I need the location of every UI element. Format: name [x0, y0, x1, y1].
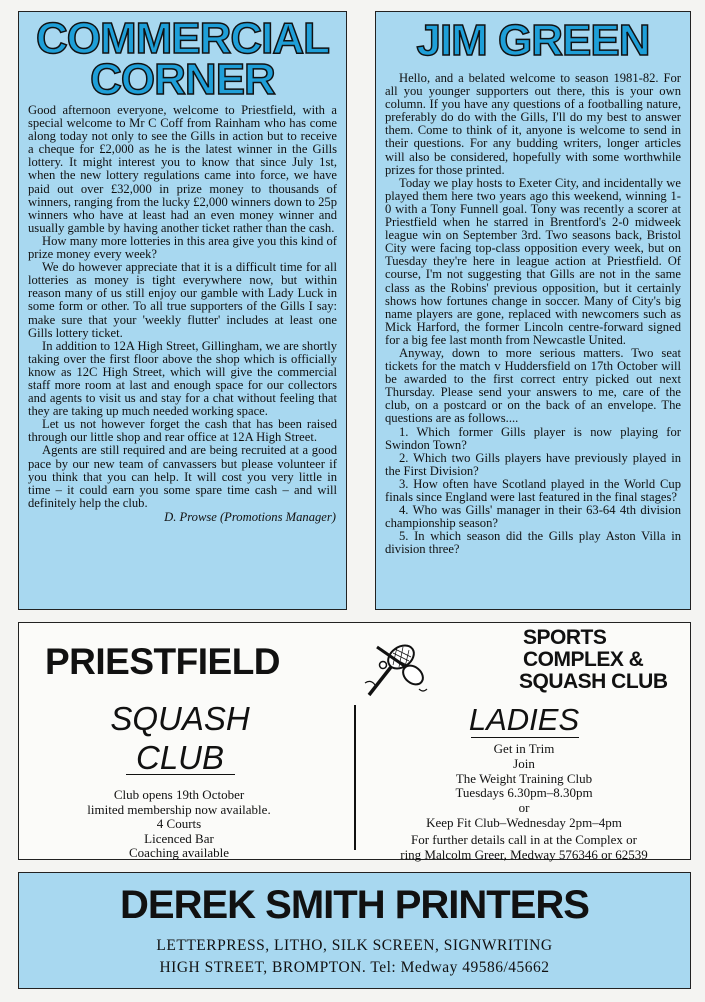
jim-question: 5. In which season did the Gills play Aston Villa in division three?: [385, 529, 681, 557]
priestfield-logo: PRIESTFIELD: [45, 641, 281, 682]
jim-paragraph: Today we play hosts to Exeter City, and incidentally we played them here two years ago this weekend, winning 1-0 with a Tony Funnell goal. Tony was recently a scorer at Priestfield when he starred in Brentford's 2-0 midweek league win on September 3rd. Two seasons back, Bristol City were facing top-class opposition every week, but on Tuesday they're here in league action at Priestfield. Of course, I'm not suggesting that Gills are not in the same class as the Robins' previous opposition, but it certainly shows how fortunes change in soccer. Many of City's big name players are gone, replaced with newcomers such as Mick Harford, the former Lincoln centre-forward signed for a big fee last month from Newcastle United.: [385, 175, 681, 347]
jim-green-title: JIM GREEN: [416, 16, 650, 65]
commercial-paragraph: In addition to 12A High Street, Gillingham, we are shortly taking over the first floor above the shop which is officially know as 12C High Street, which will give the commercial staff more room at last and enough space for our collectors and agents to visit us and stay for a chat without feeling that they are taking up much needed working space.: [28, 338, 337, 419]
complex-contact: [364, 832, 684, 862]
printers-services: LETTERPRESS, LITHO, SILK SCREEN, SIGNWRITING: [156, 937, 553, 954]
squash-heading: SQUASH: [110, 700, 250, 737]
squash-detail-line: 4 Courts: [156, 816, 202, 831]
printers-address: HIGH STREET, BROMPTON. Tel: Medway 49586/45662: [159, 959, 550, 976]
commercial-body: [19, 104, 346, 510]
commercial-paragraph: Agents are still required and are being recruited at a good pace by our new team of canvassers but please volunteer if you think that you can help. It will cost you very little in time – it could earn you some spare time cash – and will definitely help the club.: [28, 443, 337, 510]
commercial-title-line2: CORNER: [90, 55, 275, 104]
squash-details: [29, 788, 329, 861]
squash-detail-line: Licenced Bar: [144, 830, 214, 846]
squash-detail-line: Coaching available: [129, 845, 229, 860]
sports-line: SPORTS: [523, 626, 607, 649]
advert-divider: [354, 705, 356, 850]
jim-question: 2. Which two Gills players have previously played in the First Division?: [385, 450, 681, 478]
complex-line: COMPLEX &: [523, 648, 644, 671]
contact-line: For further details call in at the Complex or: [411, 832, 637, 847]
squashclub-line: SQUASH CLUB: [519, 670, 668, 693]
club-heading: CLUB: [135, 739, 225, 776]
ladies-detail-line: Keep Fit Club–Wednesday 2pm–4pm: [426, 814, 622, 830]
sports-complex-logo: [519, 627, 689, 693]
ladies-detail-line: The Weight Training Club: [455, 770, 593, 786]
commercial-corner-title: [19, 12, 346, 104]
commercial-paragraph: How many more lotteries in this area give you this kind of prize money every week?: [28, 233, 337, 262]
jim-question: 4. Who was Gills' manager in their 63-64 4th division championship season?: [385, 503, 681, 531]
squash-club-advert: [18, 622, 691, 860]
commercial-paragraph: We do however appreciate that it is a difficult time for all lotteries as money is tight everywhere now, but within reason many of us still enjoy our gamble with Lady Luck in some form or other. To all true supporters of the Gills I say: make sure that your 'weekly flutter' includes at least one Gills lottery ticket.: [28, 260, 337, 340]
squash-detail-line: limited membership now available.: [87, 801, 271, 817]
commercial-signature: D. Prowse (Promotions Manager): [164, 509, 336, 524]
ladies-underline: [471, 737, 579, 738]
commercial-corner-panel: [18, 11, 347, 610]
ladies-detail-line: Tuesdays 6.30pm–8.30pm: [455, 785, 593, 801]
squash-rackets-icon: [359, 635, 431, 701]
jim-paragraph: Hello, and a belated welcome to season 1981-82. For all you younger supporters out there, this is your own column. If you have any questions of a footballing nature, preferably do do with the Gills, I'll do my best to answer them. Come to think of it, anyone is welcome to send in their questions. For any budding writers, longer articles will also be considered, hopefully with some worthwhile prizes for those printed.: [385, 71, 681, 177]
jim-green-body: [376, 72, 690, 556]
jim-green-panel: [375, 11, 691, 610]
ladies-detail-line: Join: [513, 755, 535, 771]
squash-detail-line: Club opens 19th October: [113, 787, 245, 802]
jim-paragraph: Anyway, down to more serious matters. Two seat tickets for the match v Huddersfield on 17th October will be awarded to the first correct entry picked out next Thursday. Please send your answers to me, care of the club, on a postcard or on the back of an envelope. The questions are as follows....: [385, 345, 681, 426]
club-underline: [126, 774, 235, 775]
ladies-detail-line: or: [518, 800, 530, 816]
ladies-heading: LADIES: [468, 702, 580, 737]
commercial-title-line1: COMMERCIAL: [35, 14, 330, 63]
printers-advert: [18, 872, 691, 989]
ladies-detail-line: Get in Trim: [493, 741, 555, 756]
jim-question: 3. How often have Scotland played in the World Cup finals since England were last featured in the final stages?: [385, 476, 681, 504]
jim-question: 1. Which former Gills player is now playing for Swindon Town?: [385, 424, 681, 452]
commercial-paragraph: Let us not however forget the cash that has been raised through our little shop and rear office at 12A High Street.: [28, 417, 337, 445]
printers-title: DEREK SMITH PRINTERS: [120, 883, 589, 927]
commercial-paragraph: Good afternoon everyone, welcome to Priestfield, with a special welcome to Mr C Coff from Rainham who has come along today not only to see the Gills in action but to receive a cheque for £2,000 as he is the latest winner in the Gills lottery. It might interest you to know that since July 1st, when the new lottery regulations came into force, we have paid out over £32,000 in prize money to thousands of winners, ranging from the lucky £2,000 winners down to 25p winners who have at least had an even money winner and usually gamble by having another ticket rather than the cash.: [28, 103, 337, 235]
ladies-details: [364, 742, 684, 831]
contact-line: ring Malcolm Greer, Medway 576346 or 62539: [400, 847, 648, 862]
